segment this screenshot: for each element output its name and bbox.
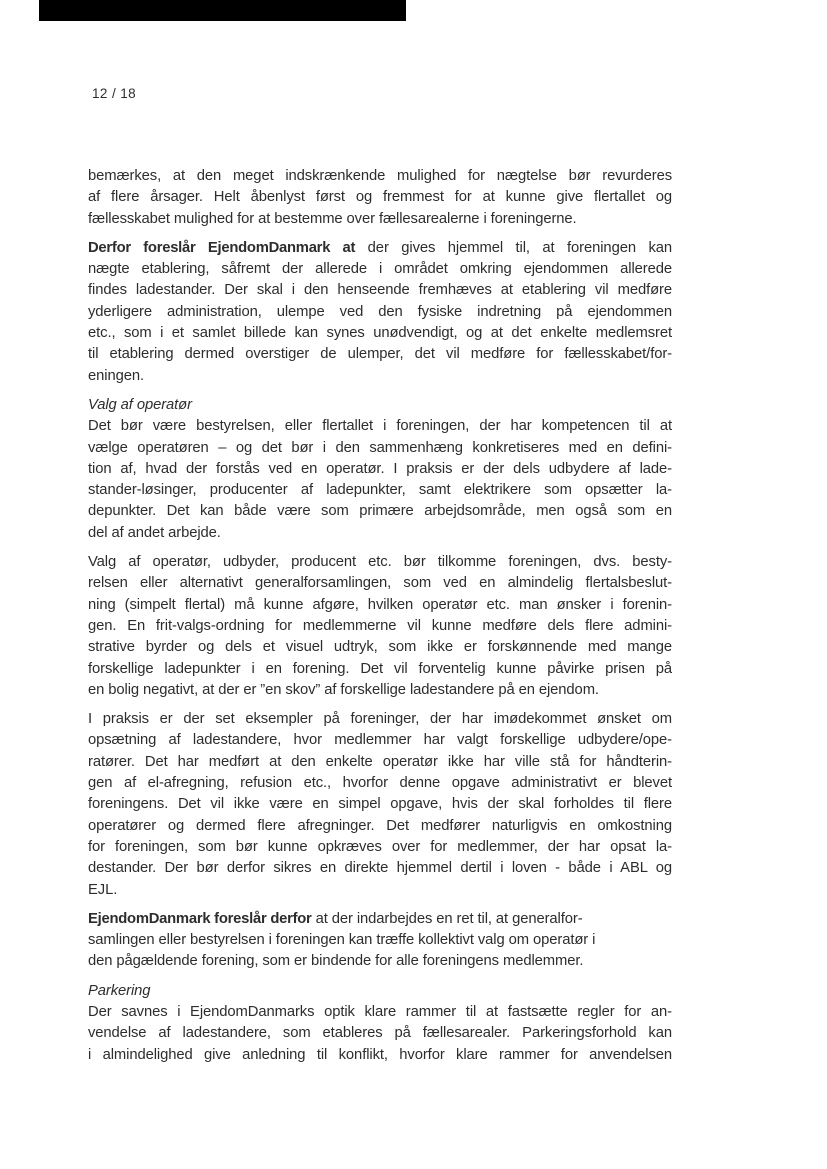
text-line: Det bør være bestyrelsen, eller flertallet i foreningen, der har kompetencen til at [88,418,672,435]
text-line: nægte etablering, såfremt der allerede i området omkring ejendommen allerede [88,261,672,278]
section-heading: Parkering [88,982,151,999]
page-number: 12 / 18 [92,86,137,101]
text-line: samlingen eller bestyrelsen i foreningen kan træffe kollektivt valg om operatør i [88,932,596,949]
text-line: EjendomDanmark foreslår derfor at der indarbejdes en ret til, at generalfor- [88,910,583,927]
text-line: relsen eller alternativt generalforsamlingen, som ved en almindelig flertalsbeslut- [88,575,672,592]
text-line: gen. En frit-valgs-ordning for medlemmerne vil kunne medføre dels flere admini- [88,617,672,634]
text-line: Der savnes i EjendomDanmarks optik klare rammer til at fastsætte regler for an- [88,1003,672,1020]
paragraph [88,909,672,973]
bold-lead-in: Derfor foreslår EjendomDanmark at [88,239,356,256]
text-line: yderligere administration, ulempe ved den fysiske indretning på ejendommen [88,303,672,320]
text-line: tion af, hvad der forstås ved en operatør. I praksis er der dels udbydere af lade- [88,460,672,477]
text-line: depunkter. Det kan både være som primære arbejdsområde, men også som en [88,503,672,520]
text-line: den pågældende forening, som er bindende for alle foreningens medlemmer. [88,953,584,970]
redaction-bar [39,0,406,21]
text-line: ning (simpelt flertal) må kunne afgøre, hvilken operatør etc. man ønsker i forenin- [88,596,672,613]
text-line: strative byrder og dels et visuel udtryk, som ikke er forskønnende med mange [88,639,672,656]
text-line: af flere årsager. Helt åbenlyst først og fremmest for at kunne give flertallet og [88,189,672,206]
paragraph [88,552,672,701]
text-line: del af andet arbejde. [88,524,221,541]
text-line: I praksis er der set eksempler på foreninger, der har imødekommet ønsket om [88,711,672,728]
text-line: ratører. Det har medført at den enkelte operatør ikke har ville stå for håndterin- [88,753,672,770]
bold-lead-in: EjendomDanmark foreslår derfor [88,910,312,927]
text-line: bemærkes, at den meget indskrænkende mulighed for nægtelse bør revurderes [88,168,672,184]
text-line: i almindelighed give anledning til konflikt, hvorfor klare rammer for anvendelsen [88,1046,672,1063]
text-line: eningen. [88,367,144,384]
text-line: for foreningen, som bør kunne opkræves over for medlemmer, der har opsat la- [88,838,672,855]
text-line: en bolig negativt, at der er ”en skov” af forskellige ladestandere på en ejendom. [88,681,599,698]
text-line: etc., som i et samlet billede kan synes unødvendigt, og at det enkelte medlemsret [88,325,672,342]
text-line: opsætning af ladestandere, hvor medlemmer har valgt forskellige udbydere/ope- [88,732,672,749]
text-line: fællesskabet mulighed for at bestemme over fællesarealerne i foreningerne. [88,210,577,227]
text-line: foreningens. Det vil ikke være en simpel opgave, hvis der skal forholdes til flere [88,796,672,813]
paragraph [88,238,672,387]
document-body [88,166,672,1074]
text-line: Valg af operatør, udbyder, producent etc. bør tilkomme foreningen, dvs. besty- [88,554,672,571]
paragraph [88,709,672,901]
section-heading: Valg af operatør [88,396,192,413]
text-line: gen af el-afregning, refusion etc., hvorfor denne opgave administrativt er blevet [88,775,672,792]
text-line: findes ladestander. Der skal i den henseende fremhæves at etablering vil medføre [88,282,672,299]
paragraph [88,166,672,230]
text-line: operatører og dermed flere afregninger. Det medfører naturligvis en omkostning [88,817,672,834]
text-line: vendelse af ladestandere, som etableres på fællesarealer. Parkeringsforhold kan [88,1025,672,1042]
text-line: Derfor foreslår EjendomDanmark at der gives hjemmel til, at foreningen kan [88,239,672,256]
text-line: til etablering dermed overstiger de ulemper, det vil medføre for fællesskabet/for- [88,346,672,363]
text-line: vælge operatøren – og det bør i den sammenhæng konkretiseres med en defini- [88,439,672,456]
text-line: EJL. [88,881,118,898]
paragraph [88,981,672,1066]
text-line: stander-løsinger, producenter af ladepunkter, samt elektrikere som opsætter la- [88,482,672,499]
paragraph [88,395,672,544]
text-line: destander. Der bør derfor sikres en direkte hjemmel dertil i loven - både i ABL og [88,860,672,877]
text-line: forskellige ladepunkter i en forening. Det vil forventelig kunne påvirke prisen på [88,660,672,677]
